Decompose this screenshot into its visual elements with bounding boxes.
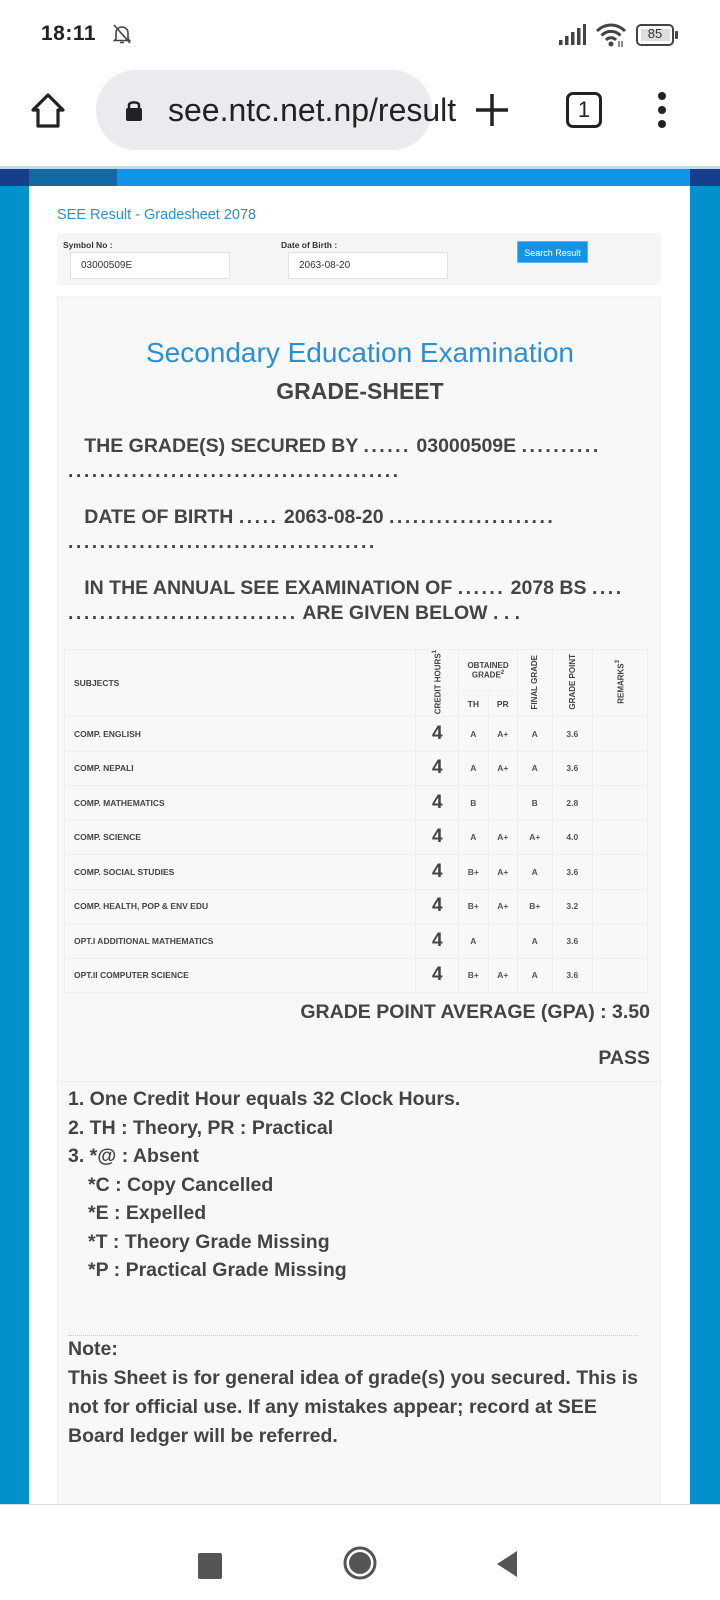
header-remarks: REMARKS$^3$ xyxy=(593,650,648,717)
symbol-label: Symbol No : xyxy=(63,240,113,250)
final-grade-cell: B xyxy=(517,786,552,821)
url-bar[interactable] xyxy=(96,70,457,150)
exam-year: 2078 BS xyxy=(510,577,587,599)
theory-grade-cell: A xyxy=(459,820,488,855)
credit-hours-cell: 4 xyxy=(416,889,459,924)
table-row xyxy=(65,751,648,786)
table-row xyxy=(65,958,648,993)
footnote: *P : Practical Grade Missing xyxy=(88,1259,347,1281)
battery-level: 85 xyxy=(647,26,663,41)
remarks-cell xyxy=(593,924,648,959)
exam-line: IN THE ANNUAL SEE EXAMINATION OF ...... 2078 BS .... ............................. ARE GIVEN BELOW . . . xyxy=(68,577,624,624)
header-subjects: SUBJECTS xyxy=(65,650,416,717)
footnote: *E : Expelled xyxy=(88,1202,207,1224)
note-text: This Sheet is for general idea of grade(s) you secured. This is not for official use. If any mistakes appear; record at SEE Board ledger will be referred. xyxy=(68,1367,638,1447)
footnote: 3. *@ : Absent xyxy=(68,1145,199,1167)
grade-point-cell: 3.6 xyxy=(552,717,593,752)
remarks-cell xyxy=(593,889,648,924)
final-grade-cell: A xyxy=(517,855,552,890)
practical-grade-cell: A+ xyxy=(488,855,517,890)
final-grade-cell: A+ xyxy=(517,820,552,855)
remarks-cell xyxy=(593,751,648,786)
wifi-icon xyxy=(595,22,627,48)
status-time: 18:11 xyxy=(41,22,97,45)
credit-hours-cell: 4 xyxy=(416,717,459,752)
remarks-cell xyxy=(593,958,648,993)
table-row xyxy=(65,786,648,821)
credit-hours-cell: 4 xyxy=(416,751,459,786)
result-status: PASS xyxy=(598,1047,650,1069)
bell-off-icon xyxy=(110,22,134,46)
final-grade-cell: A xyxy=(517,924,552,959)
symbol-number: 03000509E xyxy=(416,435,517,457)
footnote: 2. TH : Theory, PR : Practical xyxy=(68,1116,334,1139)
home-circle-icon[interactable] xyxy=(343,1545,377,1581)
grade-point-cell: 3.6 xyxy=(552,924,593,959)
more-vert-icon[interactable] xyxy=(652,90,672,130)
credit-hours-cell: 4 xyxy=(416,924,459,959)
remarks-cell xyxy=(593,855,648,890)
credit-hours-cell: 4 xyxy=(416,820,459,855)
browser-toolbar xyxy=(0,70,720,166)
header-obtained-grade: OBTAINED GRADE$^2$ xyxy=(459,650,518,691)
theory-grade-cell: A xyxy=(459,717,488,752)
credit-hours-cell: 4 xyxy=(416,786,459,821)
grade-sheet xyxy=(57,296,661,1516)
secured-by-line: THE GRADE(S) SECURED BY ...... 03000509E .......... .......................................... xyxy=(68,435,601,482)
signal-icon xyxy=(558,24,586,46)
sheet-subtitle: GRADE-SHEET xyxy=(276,378,444,404)
practical-grade-cell: A+ xyxy=(488,889,517,924)
page-heading: SEE Result - Gradesheet 2078 xyxy=(57,207,257,223)
subject-cell: OPT.II COMPUTER SCIENCE xyxy=(65,958,416,993)
remarks-cell xyxy=(593,820,648,855)
subject-cell: COMP. ENGLISH xyxy=(65,717,416,752)
practical-grade-cell: A+ xyxy=(488,717,517,752)
subject-cell: COMP. HEALTH, POP & ENV EDU xyxy=(65,889,416,924)
dob-input[interactable] xyxy=(288,252,448,279)
grade-point-cell: 4.0 xyxy=(552,820,593,855)
lock-icon xyxy=(124,98,144,122)
sheet-title: Secondary Education Examination xyxy=(145,337,575,368)
practical-grade-cell: A+ xyxy=(488,820,517,855)
theory-grade-cell: B+ xyxy=(459,889,488,924)
grade-point-cell: 3.2 xyxy=(552,889,593,924)
secured-by-label: THE GRADE(S) SECURED BY xyxy=(84,435,359,457)
practical-grade-cell xyxy=(488,924,517,959)
status-bar xyxy=(0,0,720,70)
home-icon[interactable] xyxy=(28,90,68,130)
remarks-cell xyxy=(593,717,648,752)
table-row xyxy=(65,889,648,924)
table-row xyxy=(65,820,648,855)
table-row xyxy=(65,855,648,890)
theory-grade-cell: A xyxy=(459,924,488,959)
theory-grade-cell: B+ xyxy=(459,855,488,890)
subject-cell: COMP. SOCIAL STUDIES xyxy=(65,855,416,890)
note-title: Note: xyxy=(68,1338,118,1360)
battery-icon xyxy=(636,24,678,46)
footnote: 1. One Credit Hour equals 32 Clock Hours. xyxy=(68,1088,461,1110)
table-row xyxy=(65,717,648,752)
credit-hours-cell: 4 xyxy=(416,855,459,890)
subject-cell: COMP. MATHEMATICS xyxy=(65,786,416,821)
content-container xyxy=(29,186,690,1506)
header-th: TH xyxy=(459,690,488,716)
exam-label: IN THE ANNUAL SEE EXAMINATION OF xyxy=(84,577,453,599)
back-icon[interactable] xyxy=(495,1550,519,1578)
theory-grade-cell: B xyxy=(459,786,488,821)
final-grade-cell: A xyxy=(517,958,552,993)
given-below: ARE GIVEN BELOW . . . xyxy=(302,602,521,624)
header-final-grade: FINAL GRADE xyxy=(517,650,552,717)
grade-table xyxy=(64,649,648,993)
url-text[interactable]: see.ntc.net.np/result xyxy=(168,92,457,128)
grade-point-cell: 3.6 xyxy=(552,855,593,890)
final-grade-cell: A xyxy=(517,717,552,752)
subject-cell: COMP. NEPALI xyxy=(65,751,416,786)
header-credit-hours: CREDIT HOURS$^1$ xyxy=(416,650,459,717)
practical-grade-cell: A+ xyxy=(488,958,517,993)
recents-icon[interactable] xyxy=(198,1553,222,1579)
footnote: *T : Theory Grade Missing xyxy=(88,1230,330,1253)
gpa: GRADE POINT AVERAGE (GPA) : 3.50 xyxy=(300,1001,650,1023)
tabs-button[interactable]: 1 xyxy=(566,92,602,128)
grade-point-cell: 3.6 xyxy=(552,958,593,993)
remarks-cell xyxy=(593,786,648,821)
theory-grade-cell: A xyxy=(459,751,488,786)
grade-point-cell: 3.6 xyxy=(552,751,593,786)
search-result-button[interactable]: Search Result xyxy=(517,241,588,263)
practical-grade-cell xyxy=(488,786,517,821)
header-grade-point: GRADE POINT xyxy=(552,650,593,717)
grade-point-cell: 2.8 xyxy=(552,786,593,821)
theory-grade-cell: B+ xyxy=(459,958,488,993)
subject-cell: COMP. SCIENCE xyxy=(65,820,416,855)
practical-grade-cell: A+ xyxy=(488,751,517,786)
credit-hours-cell: 4 xyxy=(416,958,459,993)
nav-bar xyxy=(0,1504,720,1600)
final-grade-cell: B+ xyxy=(517,889,552,924)
symbol-input[interactable] xyxy=(70,252,230,279)
dob-label: Date of Birth : xyxy=(281,240,338,250)
subject-cell: OPT.I ADDITIONAL MATHEMATICS xyxy=(65,924,416,959)
final-grade-cell: A xyxy=(517,751,552,786)
web-page xyxy=(0,166,720,1504)
footnote: *C : Copy Cancelled xyxy=(88,1173,274,1196)
plus-icon[interactable] xyxy=(472,90,512,130)
header-pr: PR xyxy=(488,690,517,716)
dob-line: DATE OF BIRTH ..... 2063-08-20 ..................... ....................................... xyxy=(68,506,556,553)
dob-value: 2063-08-20 xyxy=(283,506,384,528)
dob-line-label: DATE OF BIRTH xyxy=(84,506,234,528)
footnotes xyxy=(68,1085,460,1285)
table-row xyxy=(65,924,648,959)
